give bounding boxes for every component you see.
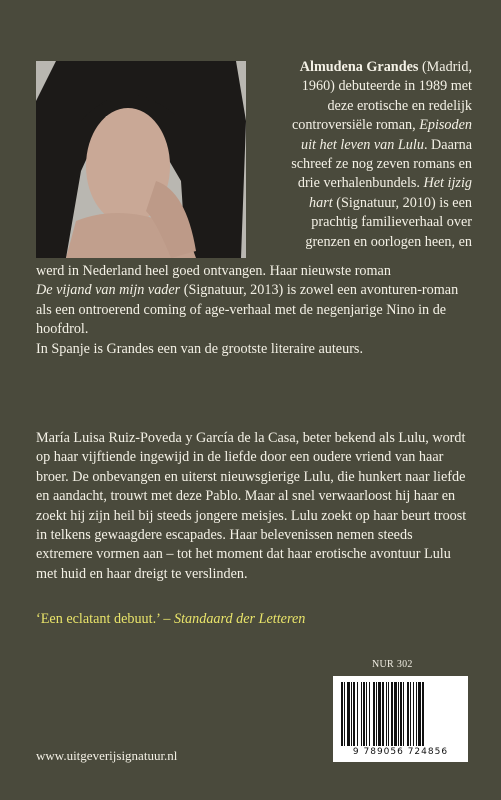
- barcode-bar: [398, 682, 399, 746]
- barcode-bar: [416, 682, 417, 746]
- author-bio: Almudena Grandes (Madrid, 1960) debuteerde in 1989 met deze erotische en redelijk controversiële roman, Episoden uit het leven van Lulu. Daarna schreef ze nog zeven romans en drie verhalenbundels. Het ijzig hart (Signatuur, 2010) is een prachtig familieverhaal over grenzen en oorlogen heen, en: [291, 59, 472, 250]
- barcode-bar: [373, 682, 375, 746]
- barcode-bar: [344, 682, 345, 746]
- synopsis: María Luisa Ruiz-Poveda y García de la Casa, beter bekend als Lulu, wordt op haar vijftiende ingewijd in de liefde door een oudere vriend van haar broer. De onbevangen en uiterst nieuwsgierige Lulu, die hunkert naar liefde en aandacht, trouwt met deze Pablo. Maar al snel verwaarloost hij haar en zoekt hij zijn heil bij steeds jongere meisjes. Lulu zoekt op haar beurt troost in telkens gewaagdere escapades. Haar belevenissen nemen steeds extremere vormen aan – tot het moment dat haar erotische avontuur Lulu met huid en haar dreigt te verslinden.: [36, 430, 467, 582]
- barcode-bar: [400, 682, 402, 746]
- barcode-bar: [394, 682, 397, 746]
- barcode-bar: [422, 682, 424, 746]
- barcode-bar: [351, 682, 352, 746]
- barcode-bar: [369, 682, 370, 746]
- barcode-bar: [403, 682, 404, 746]
- barcode-bar: [391, 682, 393, 746]
- quote-source: Standaard der Letteren: [174, 611, 306, 627]
- nur-code: NUR 302: [372, 659, 413, 670]
- barcode-bar: [407, 682, 409, 746]
- barcode-bar: [347, 682, 350, 746]
- barcode-bar: [388, 682, 389, 746]
- isbn-number: 9 789056 724856: [352, 747, 449, 757]
- book-title: hart: [309, 194, 333, 211]
- book-title: De vijand van mijn vader: [36, 282, 181, 299]
- barcode-bars: [341, 682, 460, 746]
- press-quote: ‘Een eclatant debuut.’ – Standaard der Letteren: [36, 611, 306, 627]
- barcode-bar: [382, 682, 384, 746]
- barcode-bar: [366, 682, 367, 746]
- barcode-bar: [361, 682, 362, 746]
- publisher-url: www.uitgeverijsignatuur.nl: [36, 748, 178, 763]
- barcode-bar: [386, 682, 387, 746]
- book-title: Episoden: [419, 117, 472, 134]
- author-name: Almudena Grandes: [299, 59, 419, 75]
- barcode-bar: [378, 682, 381, 746]
- book-title: Het ijzig: [423, 175, 472, 192]
- barcode-bar: [413, 682, 414, 746]
- barcode-bar: [353, 682, 355, 746]
- barcode-bar: [376, 682, 377, 746]
- author-photo: [36, 61, 246, 258]
- author-bio-continued: werd in Nederland heel goed ontvangen. Haar nieuwste roman De vijand van mijn vader (Signatuur, 2013) is zowel een avonturen-roman als een ontroerend coming of age-verhaal met de negenjarige Nino in de hoofdrol. In Spanje is Grandes een van de grootste literaire auteurs.: [36, 263, 459, 357]
- barcode-bar: [410, 682, 411, 746]
- barcode-bar: [418, 682, 421, 746]
- book-title: uit het leven van Lulu: [301, 136, 424, 153]
- barcode-bar: [341, 682, 343, 746]
- barcode-bar: [357, 682, 358, 746]
- barcode: [333, 676, 468, 762]
- barcode-bar: [363, 682, 365, 746]
